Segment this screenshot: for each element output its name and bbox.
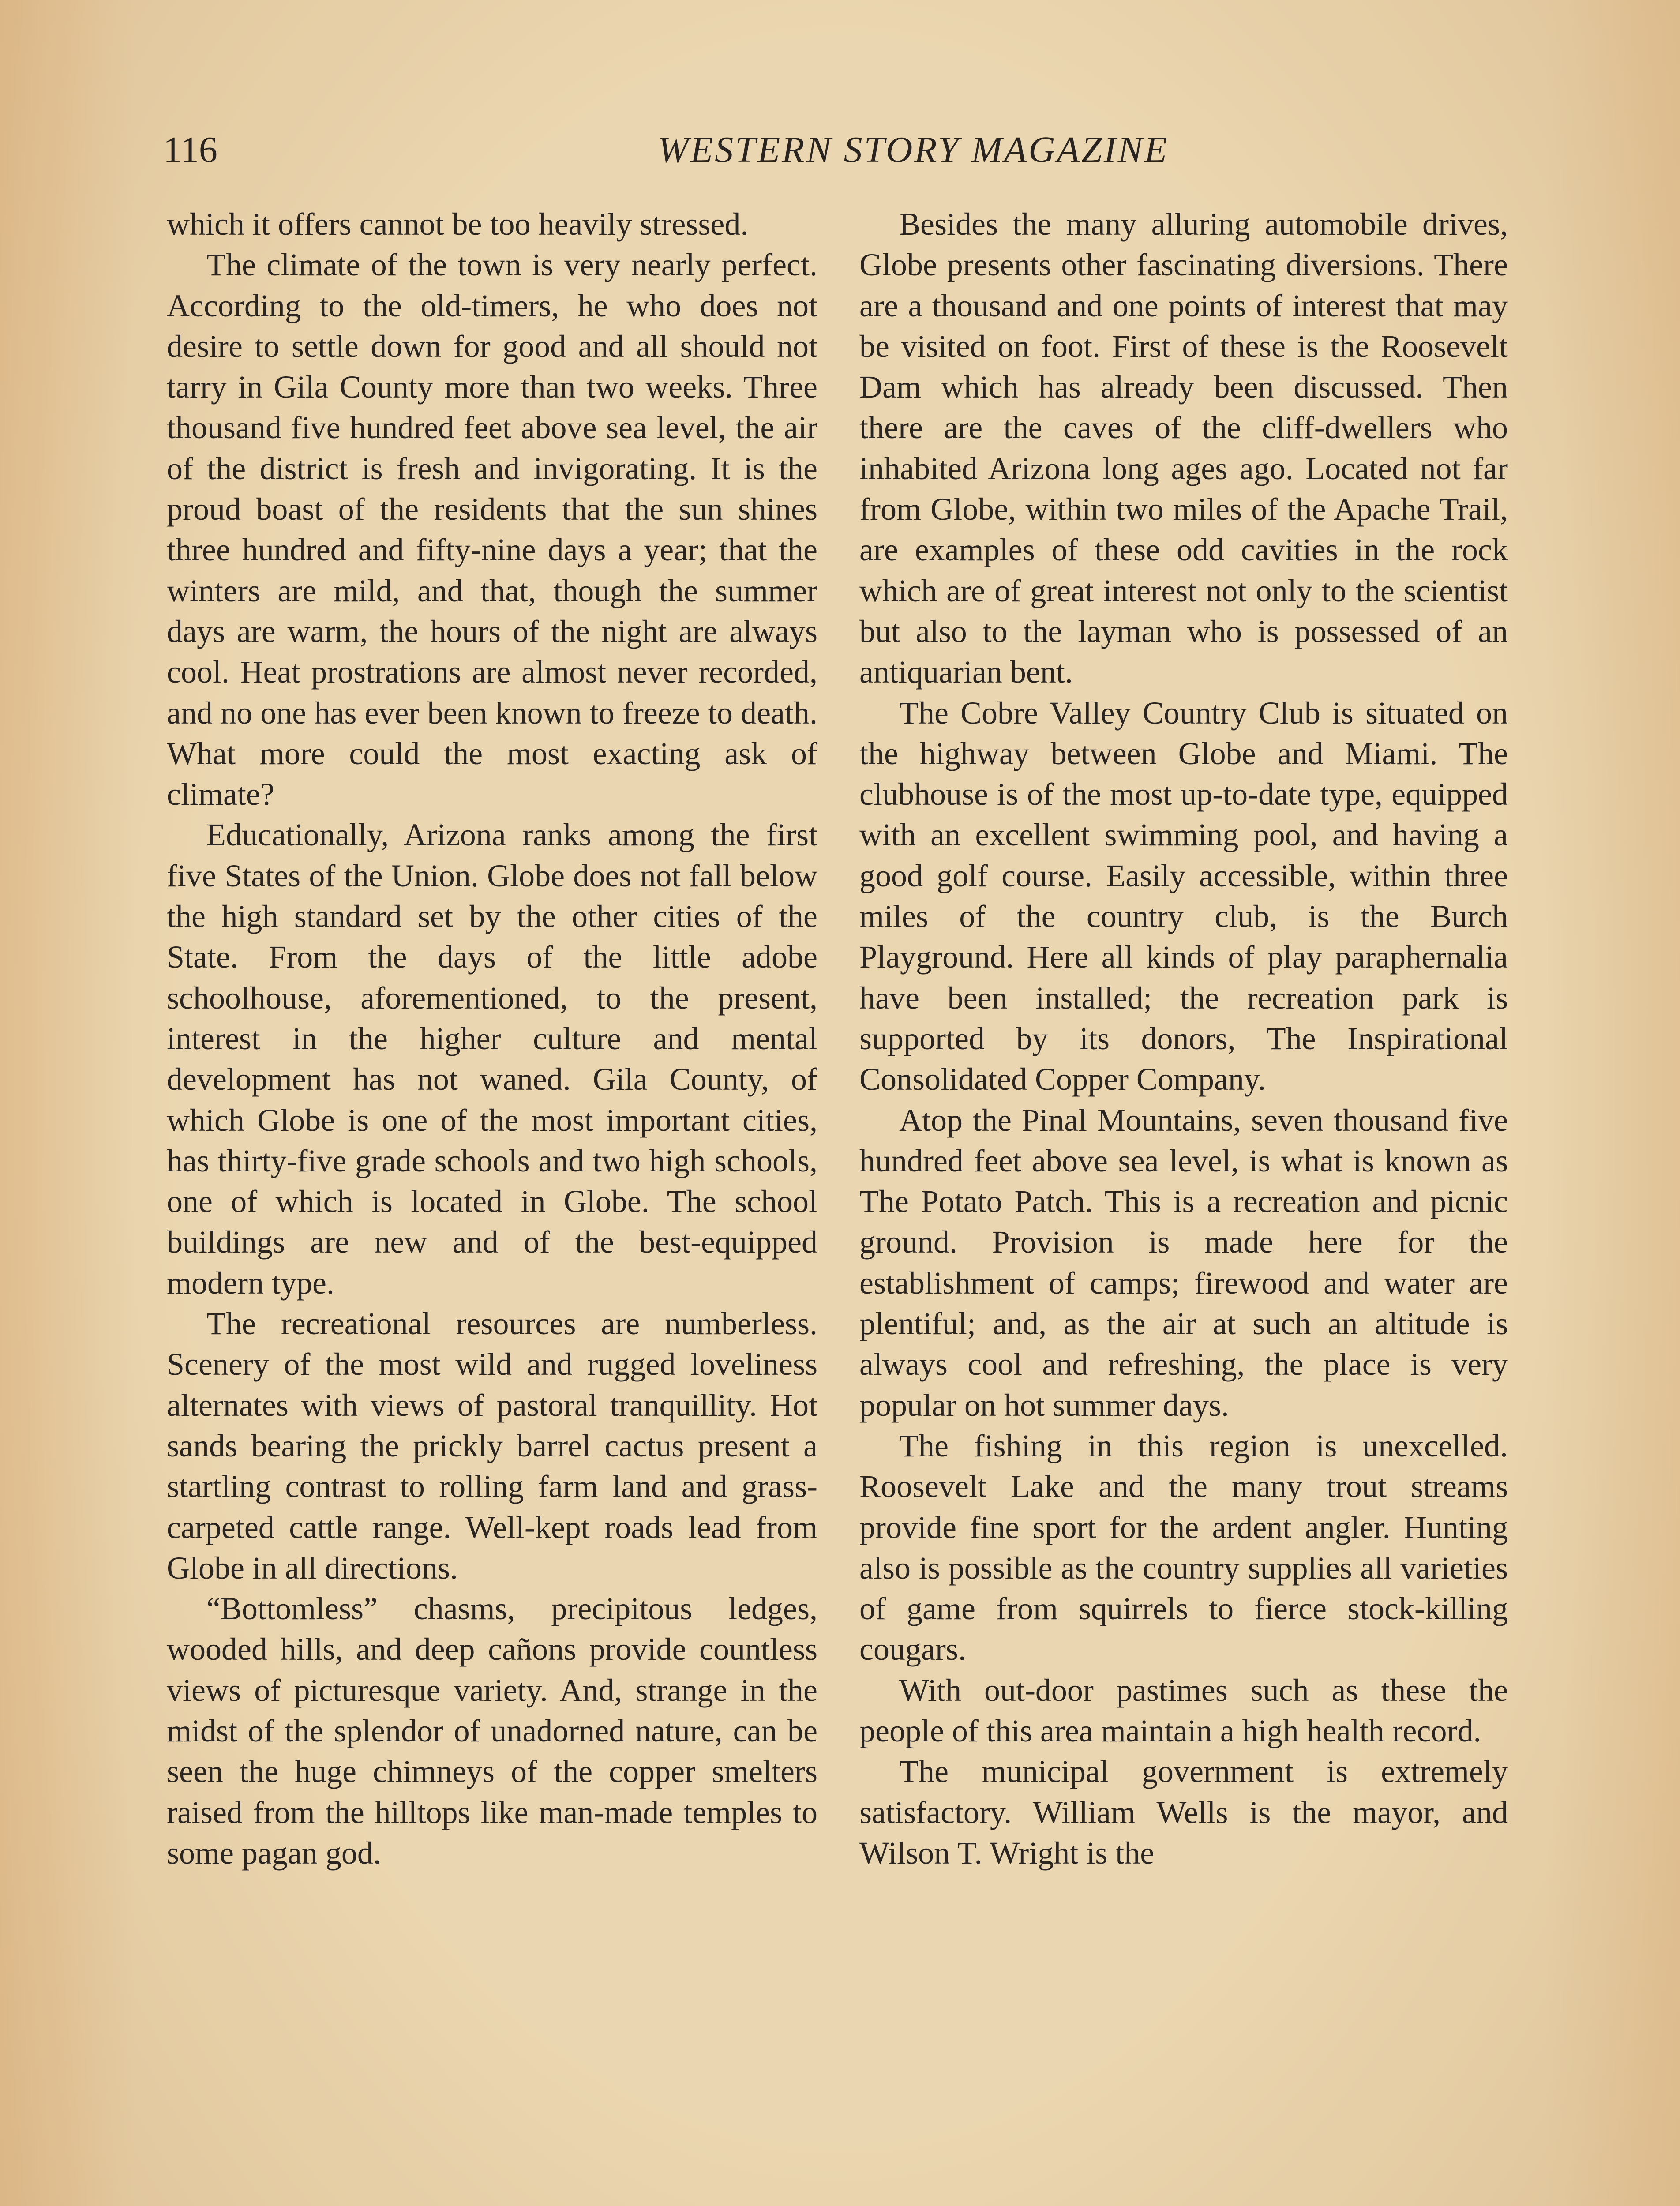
page-number: 116 (163, 129, 218, 170)
magazine-title: WESTERN STORY MAGAZINE (657, 129, 1169, 170)
page-header (163, 126, 1522, 174)
paragraph: The climate of the town is very nearly perfect. According to the old-timers, he who does not desire to settle down for good and all should not tarry in Gila County more than two weeks. Three thousand five hundred feet above sea level, the air of the district is fresh and invigorating. It is the proud boast of the residents that the sun shines three hundred and fifty-nine days a year; that the winters are mild, and that, though the summer days are warm, the hours of the night are always cool. Heat prostrations are almost never recorded, and no one has ever been known to freeze to death. What more could the most exacting ask of climate? (167, 247, 818, 812)
paragraph: The fishing in this region is unexcelled. Roosevelt Lake and the many trout streams provide fine sport for the ardent angler. Hunting also is possible as the country supplies all varieties of game from squirrels to fierce stock-killing cougars. (859, 1428, 1508, 1667)
right-column (859, 204, 1508, 1873)
left-column (167, 204, 818, 1873)
paragraph: Besides the many alluring automobile drives, Globe presents other fascinating diversions. There are a thousand and one points of interest that may be visited on foot. First of these is the Roosevelt Dam which has already been discussed. Then there are the caves of the cliff-dwellers who inhabited Arizona long ages ago. Located not far from Globe, within two miles of the Apache Trail, are examples of these odd cavities in the rock which are of great interest not only to the scientist but also to the layman who is possessed of an antiquarian bent. (859, 206, 1508, 690)
paragraph: Educationally, Arizona ranks among the first five States of the Union. Globe does not fall below the high standard set by the other cities of the State. From the days of the little adobe schoolhouse, aforementioned, to the present, interest in the higher culture and mental development has not waned. Gila County, of which Globe is one of the most important cities, has thirty-five grade schools and two high schools, one of which is located in Globe. The school buildings are new and of the best-equipped modern type. (167, 817, 818, 1301)
paragraph: Atop the Pinal Mountains, seven thousand five hundred feet above sea level, is what is known as The Potato Patch. This is a recreation and picnic ground. Provision is made here for the establishment of camps; firewood and water are plentiful; and, as the air at such an altitude is always cool and refreshing, the place is very popular on hot summer days. (859, 1102, 1508, 1423)
paragraph: The municipal government is extremely satisfactory. William Wells is the mayor, and Wilson T. Wright is the (859, 1754, 1508, 1871)
paragraph: The recreational resources are numberless. Scenery of the most wild and rugged loveliness alternates with views of pastoral tranquillity. Hot sands bearing the prickly barrel cactus present a startling contrast to rolling farm land and grass-carpeted cattle range. Well-kept roads lead from Globe in all directions. (167, 1306, 818, 1586)
paragraph: “Bottomless” chasms, precipitous ledges, wooded hills, and deep cañons provide countless views of picturesque variety. And, strange in the midst of the splendor of unadorned nature, can be seen the huge chimneys of the copper smelters raised from the hilltops like man-made temples to some pagan god. (167, 1591, 818, 1871)
paragraph: which it offers cannot be too heavily stressed. (167, 206, 749, 242)
paragraph: With out-door pastimes such as these the people of this area maintain a high health record. (859, 1672, 1508, 1748)
paragraph: The Cobre Valley Country Club is situated on the highway between Globe and Miami. The clubhouse is of the most up-to-date type, equipped with an excellent swimming pool, and having a good golf course. Easily accessible, within three miles of the country club, is the Burch Playground. Here all kinds of play paraphernalia have been installed; the recreation park is supported by its donors, The Inspirational Consolidated Copper Company. (859, 695, 1508, 1097)
